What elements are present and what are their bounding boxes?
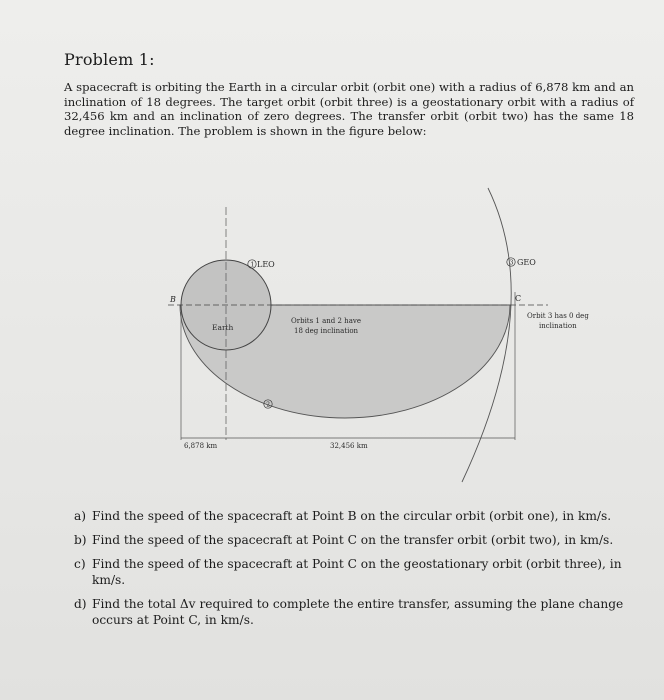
orbit3-note-line2: inclination [539, 322, 577, 330]
question-d [74, 596, 654, 628]
question-list [74, 508, 654, 636]
leo-label: LEO [257, 260, 275, 269]
question-b [74, 532, 654, 548]
question-text: Find the speed of the spacecraft at Point C on the transfer orbit (orbit two), in km/s. [92, 533, 614, 547]
orbit3-note-line1: Orbit 3 has 0 deg [527, 312, 589, 320]
question-label: b) [74, 533, 87, 547]
point-b-label: B [170, 295, 176, 304]
question-text: Find the speed of the spacecraft at Point B on the circular orbit (orbit one), in km/s. [92, 509, 612, 523]
question-text: Find the total Δv required to complete the entire transfer, assuming the plane change occurs at Point C, in km/s. [92, 597, 624, 627]
question-c [74, 556, 654, 588]
problem-intro: A spacecraft is orbiting the Earth in a circular orbit (orbit one) with a radius of 6,878 km and an inclination of 18 degrees. The target orbit (orbit three) is a geostationary orbit with a radius of 32,456 km and an inclination of zero degrees. The transfer orbit (orbit two) has the same 18 degree inclination. The problem is shown in the figure below: [64, 80, 634, 138]
question-a [74, 508, 654, 524]
leo-radius-dimension: 6,878 km [184, 442, 218, 450]
leo-number: 1 [250, 261, 255, 269]
earth-label: Earth [212, 323, 234, 332]
question-text: Find the speed of the spacecraft at Point C on the geostationary orbit (orbit three), in km/s. [92, 557, 622, 587]
orbits-note-line2: 18 deg inclination [294, 327, 359, 335]
orbits-note-line1: Orbits 1 and 2 have [291, 317, 361, 325]
problem-title: Problem 1: [64, 50, 155, 69]
geo-radius-dimension: 32,456 km [330, 442, 368, 450]
point-c-label: C [515, 294, 522, 303]
geo-label: GEO [517, 258, 536, 267]
question-label: a) [74, 509, 87, 523]
question-label: c) [74, 557, 86, 571]
transfer-number: 2 [266, 401, 271, 409]
geo-number: 3 [509, 259, 514, 267]
question-label: d) [74, 597, 87, 611]
